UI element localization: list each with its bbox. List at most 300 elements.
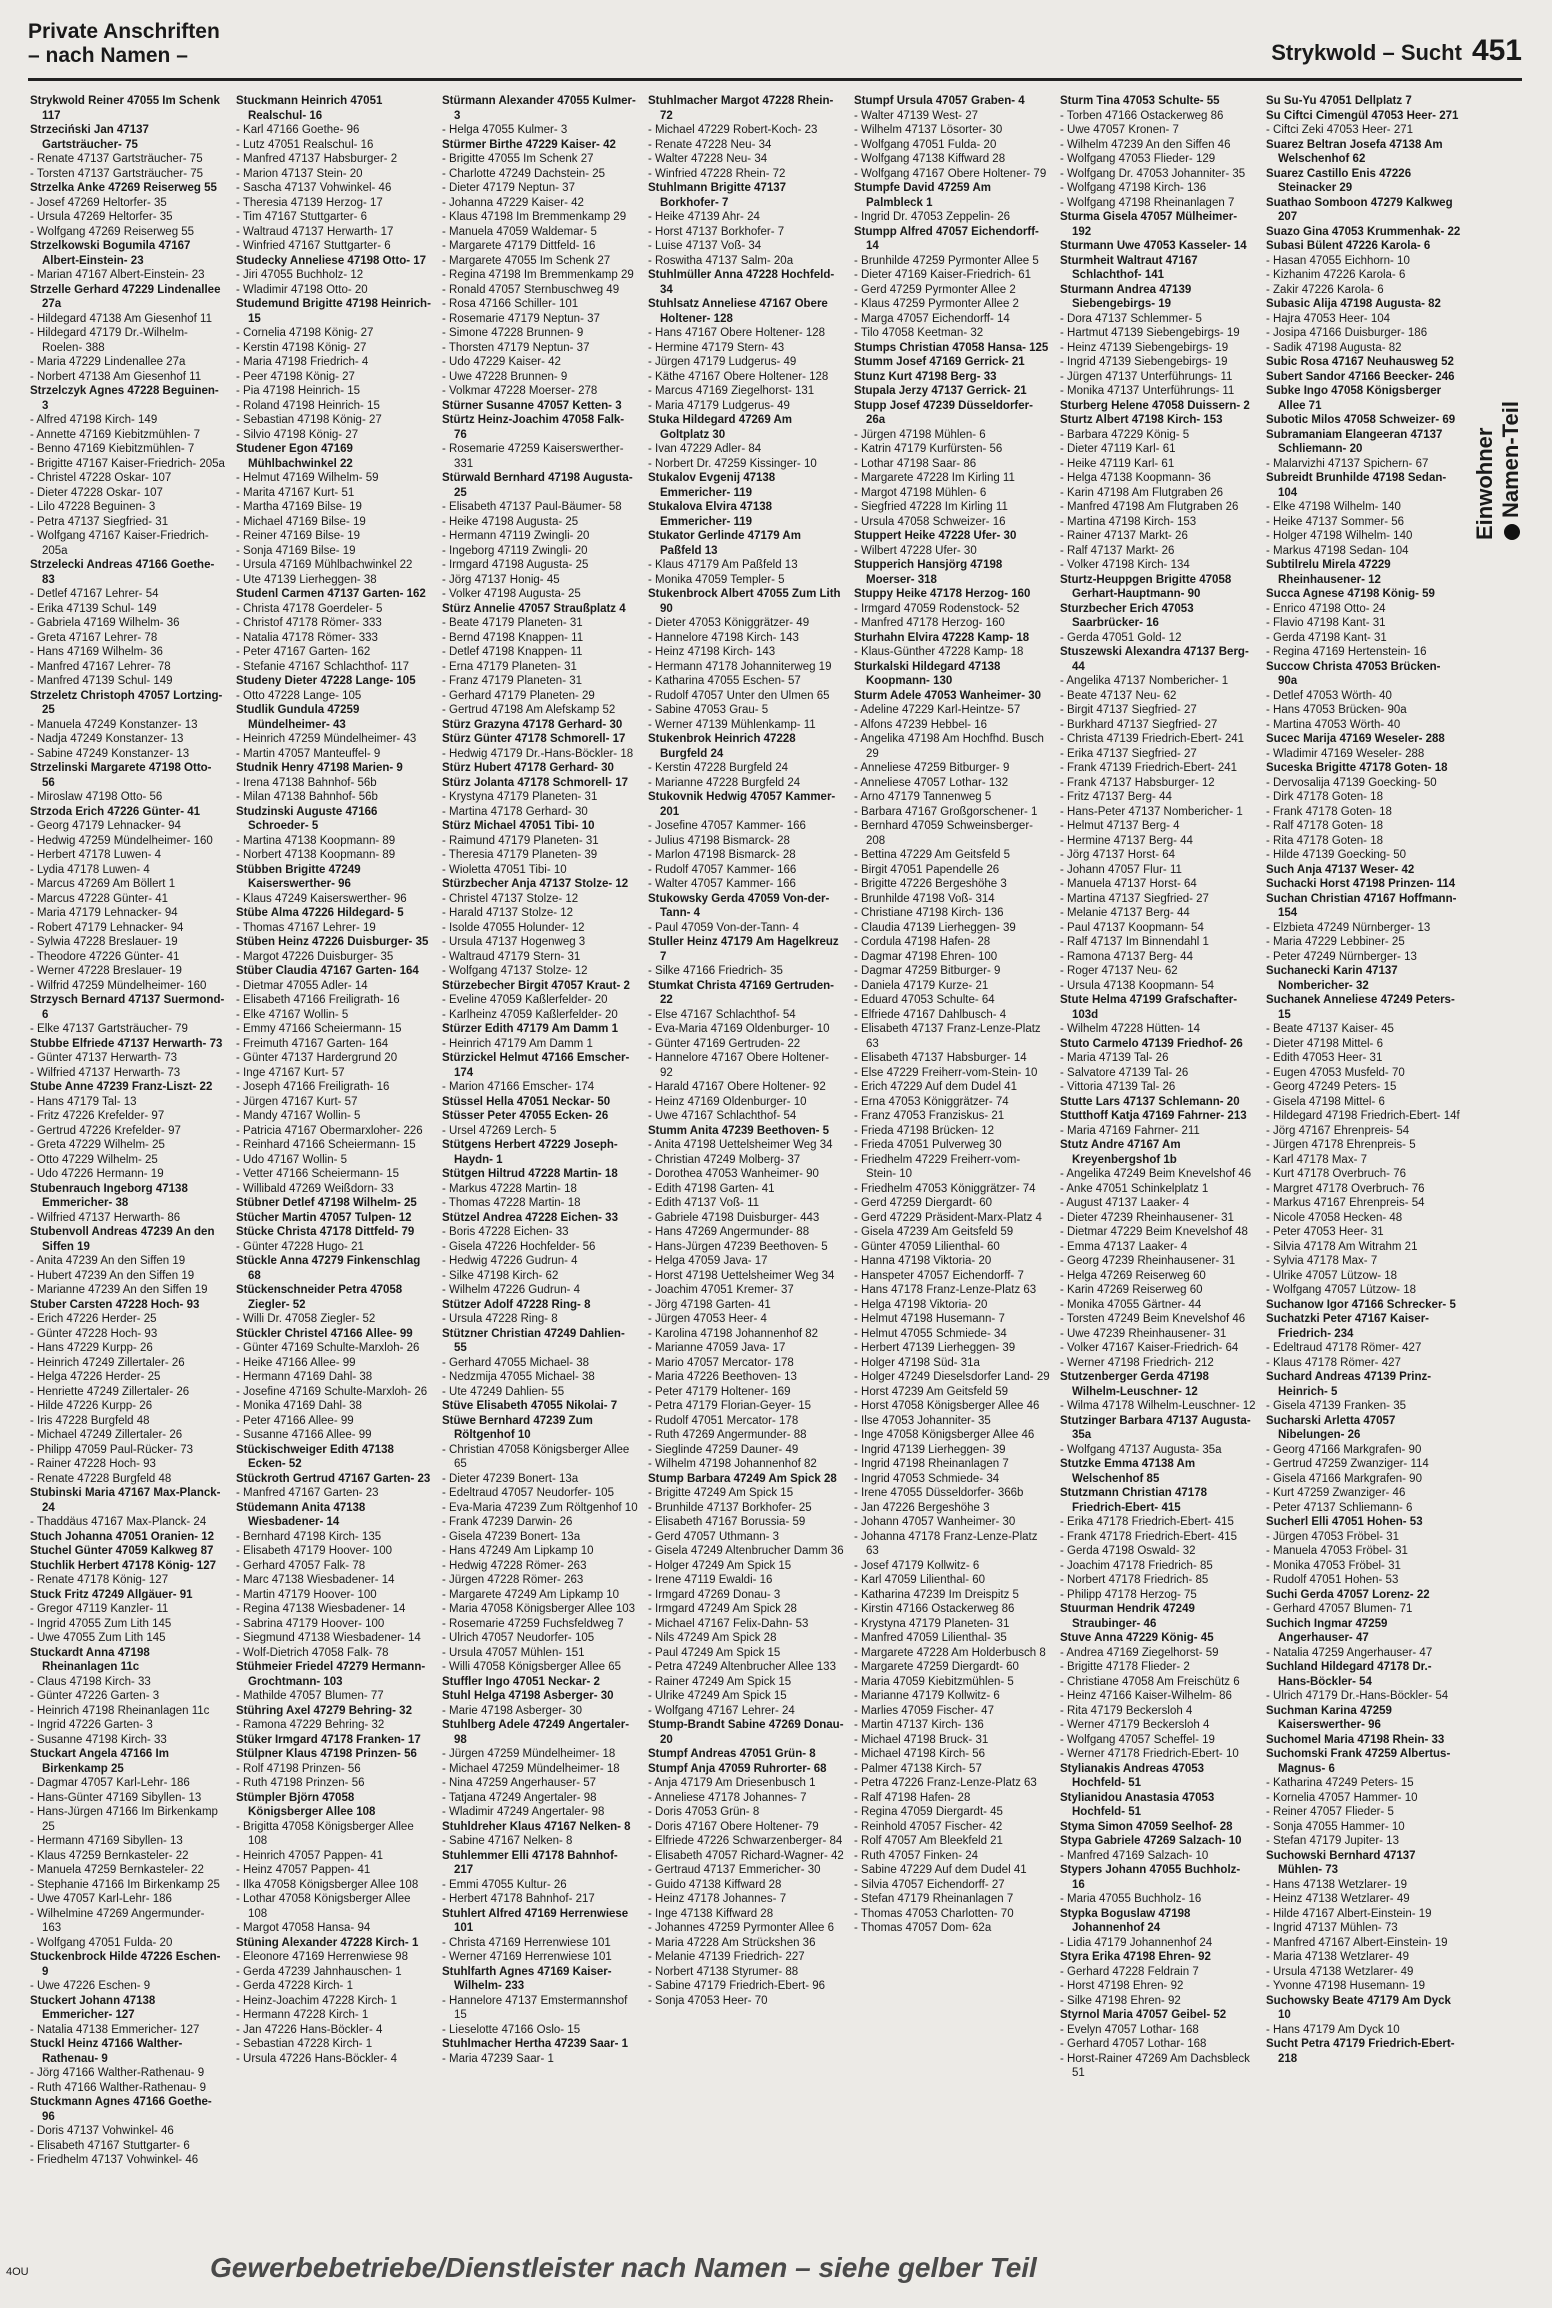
directory-entry: - Uwe 47167 Schlachthof- 54 (648, 1110, 797, 1122)
directory-entry: - Doris 47167 Obere Holtener- 79 (648, 1820, 819, 1833)
directory-entry: - Willi Dr. 47058 Ziegler- 52 (236, 1313, 376, 1325)
directory-entry: - Klaus 47259 Pyrmonter Allee 2 (854, 298, 1019, 310)
directory-entry: Stückler Christel 47166 Allee- 99 (236, 1327, 413, 1340)
directory-entry: - Hilde 47226 Kurpp- 26 (30, 1400, 153, 1412)
directory-entry: - Brunhilde 47259 Pyrmonter Allee 5 (854, 254, 1039, 267)
directory-entry: Stuhlmann Brigitte 47137 Borkhofer- 7 (648, 182, 787, 209)
directory-entry: - Claus 47198 Kirch- 33 (30, 1675, 151, 1688)
directory-entry: Stüben Heinz 47226 Duisburger- 35 (236, 936, 429, 948)
directory-entry: Stürwald Bernhard 47198 Augusta- 25 (442, 472, 633, 499)
directory-entry: - Monika 47055 Gärtner- 44 (1060, 1298, 1202, 1311)
directory-entry: - Manuela 47137 Horst- 64 (1060, 878, 1197, 890)
directory-entry: Sturtz Albert 47198 Kirch- 153 (1060, 414, 1223, 426)
directory-columns (30, 94, 1470, 2234)
directory-entry: - Tatjana 47249 Angertaler- 98 (442, 1791, 597, 1804)
directory-entry: - Inge 47167 Kurt- 57 (236, 1066, 345, 1079)
directory-entry: Stuck Fritz 47249 Allgäuer- 91 (30, 1588, 193, 1601)
directory-entry: - Erna 47053 Königgrätzer- 74 (854, 1095, 1009, 1108)
directory-entry: - Claudia 47139 Lierheggen- 39 (854, 921, 1016, 934)
directory-entry: - Winfried 47228 Rhein- 72 (648, 167, 786, 180)
directory-entry: - Thomas 47053 Charlotten- 70 (854, 1907, 1014, 1920)
directory-entry: Stüdemann Anita 47138 Wiesbadener- 14 (236, 1501, 366, 1528)
directory-entry: - Renate 47228 Burgfeld 48 (30, 1472, 172, 1485)
directory-entry: - Margot 47226 Duisburger- 35 (236, 950, 394, 963)
directory-entry: - Erna 47179 Planeten- 31 (442, 660, 577, 673)
directory-entry: - Markus 47228 Martin- 18 (442, 1182, 577, 1195)
directory-entry: - Jürgen 47178 Ehrenpreis- 5 (1266, 1139, 1416, 1151)
directory-entry: Stuffler Ingo 47051 Neckar- 2 (442, 1675, 600, 1688)
directory-entry: - Else 47229 Freiherr-vom-Stein- 10 (854, 1066, 1038, 1079)
directory-entry: - Detlef 47167 Lehrer- 54 (30, 588, 159, 600)
directory-entry: Stumps Christian 47058 Hansa- 125 (854, 341, 1049, 354)
directory-entry: Suchanecki Karin 47137 Nombericher- 32 (1266, 965, 1398, 992)
directory-entry: - Jürgen 47259 Mündelheimer- 18 (442, 1748, 616, 1760)
directory-entry: - Katrin 47179 Kurfürsten- 56 (854, 443, 1003, 455)
directory-entry: Su Ciftci Cimengül 47053 Heer- 271 (1266, 109, 1459, 122)
directory-entry: Su Su-Yu 47051 Dellplatz 7 (1266, 95, 1412, 107)
directory-entry: - Peer 47198 König- 27 (236, 370, 355, 383)
directory-entry: - Wolfgang 47167 Kaiser-Friedrich- 205a (30, 530, 209, 557)
directory-entry: - Waltraud 47179 Stern- 31 (442, 950, 581, 963)
directory-entry: - Wilhelm 47239 An den Siffen 46 (1060, 138, 1231, 151)
directory-entry: - Gisela 47249 Altenbrucher Damm 36 (648, 1545, 844, 1557)
directory-entry: - Otto 47229 Wilhelm- 25 (30, 1153, 158, 1166)
directory-entry: - Birgit 47137 Siegfried- 27 (1060, 704, 1197, 716)
directory-column (854, 94, 1050, 2234)
directory-entry: - Norbert 47138 Koopmann- 89 (236, 849, 396, 861)
directory-entry: - Petra 47137 Siegfried- 31 (30, 515, 169, 528)
directory-entry: - Manfred 47139 Schul- 149 (30, 675, 173, 687)
directory-entry: - Frieda 47198 Brücken- 12 (854, 1124, 994, 1137)
directory-entry: - Frank 47178 Friedrich-Ebert- 415 (1060, 1530, 1238, 1543)
directory-entry: - Edith 47198 Garten- 41 (648, 1182, 775, 1195)
directory-entry: - Maria 47059 Kiebitzmühlen- 5 (854, 1675, 1014, 1688)
directory-entry: - Maria 47228 Am Strückshen 36 (648, 1936, 816, 1949)
directory-entry: - Else 47167 Schlachthof- 54 (648, 1008, 796, 1021)
directory-entry: - Jan 47226 Hans-Böckler- 4 (236, 2023, 383, 2036)
directory-entry: - Thomas 47057 Dom- 62a (854, 1922, 992, 1934)
directory-entry: - Christel 47137 Stolze- 12 (442, 892, 579, 905)
directory-entry: - Christian 47249 Molberg- 37 (648, 1153, 801, 1166)
directory-entry: - Wolfgang 47057 Lützow- 18 (1266, 1284, 1417, 1296)
directory-entry: Suchomel Maria 47198 Rhein- 33 (1266, 1733, 1445, 1746)
directory-entry: - Helga 47059 Java- 17 (648, 1255, 768, 1267)
directory-entry: Suchanow Igor 47166 Schrecker- 5 (1266, 1298, 1456, 1311)
directory-entry: - Willi 47058 Königsberger Allee 65 (442, 1661, 621, 1673)
page-header (28, 18, 1522, 88)
directory-entry: - Dieter 47053 Königgrätzer- 49 (648, 617, 810, 629)
directory-entry: - Marc 47138 Wiesbadener- 14 (236, 1574, 395, 1586)
directory-entry: - Bernd 47198 Knappen- 11 (442, 631, 584, 644)
directory-entry: - Hermann 47178 Johanniterweg 19 (648, 660, 832, 673)
directory-entry: - Herbert 47139 Lierheggen- 39 (854, 1342, 1016, 1354)
directory-entry: Stuhlfarth Agnes 47169 Kaiser-Wilhelm- 233 (442, 1965, 612, 1992)
directory-entry: - Ulrike 47249 Am Spick 15 (648, 1690, 787, 1702)
directory-entry: - Lothar 47198 Saar- 86 (854, 457, 977, 470)
directory-entry: - Ruth 47166 Walther-Rathenau- 9 (30, 2081, 207, 2094)
directory-entry: Stypers Johann 47055 Buchholz- 16 (1060, 1864, 1241, 1891)
directory-entry: - Elisabeth 47166 Freiligrath- 16 (236, 994, 400, 1006)
directory-entry: - Reinhold 47057 Fischer- 42 (854, 1820, 1003, 1833)
directory-entry: Stüker Irmgard 47178 Franken- 17 (236, 1733, 421, 1746)
directory-entry: - Tilo 47058 Keetman- 32 (854, 327, 984, 339)
directory-entry: - Marie 47198 Asberger- 30 (442, 1704, 582, 1717)
directory-entry: - Elisabeth 47179 Hoover- 100 (236, 1545, 392, 1557)
directory-entry: - Volker 47198 Augusta- 25 (442, 588, 581, 600)
directory-entry: Stückle Anna 47279 Finkenschlag 68 (236, 1255, 421, 1282)
directory-entry: - Frank 47239 Darwin- 26 (442, 1516, 573, 1528)
directory-entry: - Isolde 47055 Holunder- 12 (442, 921, 585, 934)
directory-entry: - Hannelore 47167 Obere Holtener- 92 (648, 1052, 829, 1079)
directory-entry: - Hasan 47055 Eichhorn- 10 (1266, 254, 1410, 267)
directory-entry: - Guido 47138 Kiffward 28 (648, 1878, 782, 1891)
directory-entry: - Margret 47178 Overbruch- 76 (1266, 1182, 1425, 1195)
directory-entry: - Manuela 47053 Fröbel- 31 (1266, 1545, 1408, 1557)
directory-entry: Studener Egon 47169 Mühlbachwinkel 22 (236, 443, 353, 470)
directory-entry: - Holger 47249 Dieselsdorfer Land- 29 (854, 1371, 1050, 1383)
directory-entry: - Hanna 47198 Viktoria- 20 (854, 1255, 992, 1267)
directory-entry: - Wladimir 47169 Weseler- 288 (1266, 747, 1425, 760)
directory-entry: - Jörg 47137 Horst- 64 (1060, 849, 1176, 861)
directory-entry: - Josipa 47166 Duisburger- 186 (1266, 327, 1428, 339)
directory-entry: - Otto 47228 Lange- 105 (236, 689, 362, 702)
directory-entry: - Hartmut 47139 Siebengebirgs- 19 (1060, 327, 1240, 339)
directory-entry: - Regina 47138 Wiesbadener- 14 (236, 1603, 406, 1615)
directory-entry: - Beate 47137 Neu- 62 (1060, 689, 1177, 702)
directory-entry: - Marlon 47198 Bismarck- 28 (648, 849, 796, 861)
directory-entry: - Volker 47167 Kaiser-Friedrich- 64 (1060, 1342, 1239, 1354)
directory-entry: Sturmann Andrea 47139 Siebengebirgs- 19 (1060, 283, 1192, 310)
directory-entry: Stumpf Anja 47059 Ruhrorter- 68 (648, 1762, 827, 1775)
directory-entry: - Jürgen 47179 Ludgerus- 49 (648, 356, 797, 368)
directory-entry: - Maria 47179 Ludgerus- 49 (648, 399, 790, 412)
directory-entry: - Anneliese 47178 Johannes- 7 (648, 1791, 807, 1804)
directory-entry: - Rosemarie 47179 Neptun- 37 (442, 312, 600, 325)
directory-entry: - Norbert 47138 Am Giesenhof 11 (30, 370, 202, 383)
directory-entry: - Gerd 47057 Uthmann- 3 (648, 1530, 780, 1543)
directory-entry: - Werner 47139 Mühlenkamp- 11 (648, 718, 816, 731)
directory-entry: - Ingrid 47137 Mühlen- 73 (1266, 1922, 1398, 1934)
directory-entry: - Christel 47228 Oskar- 107 (30, 472, 172, 484)
directory-entry: - Uwe 47057 Karl-Lehr- 186 (30, 1893, 172, 1905)
directory-entry: - Helmut 47055 Schmiede- 34 (854, 1327, 1007, 1340)
directory-entry: - Gerd 47229 Präsident-Marx-Platz 4 (854, 1211, 1042, 1224)
directory-entry: - Gerda 47051 Gold- 12 (1060, 631, 1182, 644)
directory-entry: - Markus 47167 Ehrenpreis- 54 (1266, 1197, 1425, 1209)
directory-entry: - Silvia 47057 Eichendorff- 27 (854, 1878, 1005, 1891)
directory-entry: Stypka Boguslaw 47198 Johannenhof 24 (1060, 1907, 1191, 1934)
directory-entry: - Michael 47198 Kirch- 56 (854, 1748, 986, 1760)
section-tab (1472, 300, 1534, 540)
directory-entry: - Wladimir 47198 Otto- 20 (236, 283, 368, 296)
directory-entry: Suchatzki Peter 47167 Kaiser-Friedrich- 234 (1266, 1313, 1430, 1340)
directory-entry: - Milan 47138 Bahnhof- 56b (236, 791, 378, 803)
directory-entry: - Hermine 47179 Stern- 43 (648, 341, 785, 354)
directory-entry: - Rudolf 47057 Unter den Ulmen 65 (648, 689, 830, 702)
margin-page-number: 4OU (6, 2266, 29, 2278)
directory-entry: - Rosa 47166 Schiller- 101 (442, 298, 579, 310)
directory-entry: - Torsten 47137 Gartsträucher- 75 (30, 167, 204, 180)
directory-entry: - Jürgen 47167 Kurt- 57 (236, 1095, 358, 1108)
directory-entry: Suchacki Horst 47198 Prinzen- 114 (1266, 878, 1456, 890)
directory-entry: - Hermann 47228 Kirch- 1 (236, 2009, 369, 2021)
directory-entry: - Heinz 47138 Wetzlarer- 49 (1266, 1893, 1410, 1905)
directory-entry: - Sebastian 47228 Kirch- 1 (236, 2038, 373, 2050)
directory-entry: - Elfriede 47167 Dahlbusch- 4 (854, 1008, 1007, 1021)
directory-entry: Stuchlik Herbert 47178 König- 127 (30, 1559, 216, 1572)
directory-entry: - Heike 47119 Karl- 61 (1060, 457, 1175, 470)
directory-entry: - Dagmar 47057 Karl-Lehr- 186 (30, 1777, 190, 1789)
directory-entry: - Rita 47178 Goten- 18 (1266, 834, 1383, 847)
directory-entry: - Gertrud 47226 Krefelder- 97 (30, 1124, 181, 1137)
directory-entry: - Helga 47138 Koopmann- 36 (1060, 472, 1211, 484)
directory-entry: Styrnol Maria 47057 Geibel- 52 (1060, 2009, 1227, 2021)
directory-entry: - Gerhard 47228 Feldrain 7 (1060, 1965, 1199, 1978)
directory-entry: - Sabine 47249 Konstanzer- 13 (30, 747, 190, 760)
directory-entry: - Gertrud 47198 Am Alefskamp 52 (442, 704, 616, 716)
directory-entry: Styra Erika 47198 Ehren- 92 (1060, 1951, 1211, 1963)
section-tab-line2-text: Namen-Teil (1498, 401, 1523, 518)
directory-entry: - Marita 47167 Kurt- 51 (236, 486, 355, 499)
directory-entry: - Stefan 47179 Rheinanlagen 7 (854, 1893, 1014, 1905)
directory-entry: - Brunhilde 47198 Voß- 314 (854, 892, 995, 905)
directory-entry: - Dagmar 47198 Ehren- 100 (854, 950, 998, 963)
directory-entry: - Ursula 47169 Mühlbachwinkel 22 (236, 559, 413, 571)
directory-entry: - Werner 47228 Breslauer- 19 (30, 965, 182, 977)
directory-entry: Stypa Gabriele 47269 Salzach- 10 (1060, 1835, 1242, 1847)
directory-entry: - Udo 47167 Wollin- 5 (236, 1153, 348, 1166)
directory-entry: - Werner 47169 Herrenwiese 101 (442, 1951, 612, 1963)
directory-entry: - Johann 47057 Wanheimer- 30 (854, 1516, 1016, 1528)
directory-entry: - Manfred 47137 Habsburger- 2 (236, 153, 398, 165)
directory-entry: - Thorsten 47179 Neptun- 37 (442, 341, 590, 354)
directory-entry: - Krystyna 47179 Planeten- 31 (442, 791, 598, 803)
directory-entry: - Freimuth 47167 Garten- 164 (236, 1037, 389, 1050)
directory-entry: - Hans 47053 Brücken- 90a (1266, 704, 1407, 716)
directory-entry: - Sabine 47229 Auf dem Dudel 41 (854, 1864, 1027, 1876)
directory-entry: - Wolfgang 47051 Fulda- 20 (854, 138, 997, 151)
directory-entry: - Kurt 47259 Zwanziger- 46 (1266, 1487, 1406, 1499)
directory-entry: - Klaus 47179 Am Paßfeld 13 (648, 559, 798, 571)
directory-entry: - Edith 47053 Heer- 31 (1266, 1052, 1383, 1064)
directory-entry: - Mandy 47167 Wollin- 5 (236, 1110, 361, 1122)
directory-entry: - Wolfgang 47137 Stolze- 12 (442, 965, 588, 977)
directory-entry: - Sonja 47055 Hammer- 10 (1266, 1820, 1405, 1833)
directory-entry: - Greta 47229 Wilhelm- 25 (30, 1139, 165, 1151)
directory-entry: Strzeciński Jan 47137 Gartsträucher- 75 (30, 124, 149, 151)
directory-entry: Sturm Adele 47053 Wanheimer- 30 (854, 689, 1042, 702)
directory-entry: - Hubert 47239 An den Siffen 19 (30, 1269, 195, 1282)
directory-entry: - Michael 47249 Zillertaler- 26 (30, 1429, 183, 1441)
directory-entry: - Hans-Peter 47137 Nombericher- 1 (1060, 805, 1243, 818)
directory-entry: - Uwe 47226 Eschen- 9 (30, 1980, 151, 1992)
directory-entry: Stuhlsatz Anneliese 47167 Obere Holtener- 128 (648, 298, 828, 325)
directory-entry: - Jürgen 47228 Römer- 263 (442, 1574, 584, 1586)
directory-entry: - Peter 47053 Heer- 31 (1266, 1226, 1384, 1238)
directory-entry: Sturkalski Hildegard 47138 Koopmann- 130 (854, 660, 1001, 687)
directory-entry: - Dagmar 47259 Bitburger- 9 (854, 965, 1001, 977)
directory-entry: Sturmheit Waltraut 47167 Schlachthof- 141 (1060, 254, 1198, 281)
directory-entry: - Hans 47269 Angermunder- 88 (648, 1226, 810, 1238)
directory-entry: Stumm Josef 47169 Gerrick- 21 (854, 356, 1025, 368)
directory-entry: - Gertraud 47137 Emmericher- 30 (648, 1864, 821, 1876)
directory-entry: - Stephanie 47166 Im Birkenkamp 25 (30, 1878, 220, 1891)
directory-entry: - Katharina 47239 Im Dreispitz 5 (854, 1588, 1019, 1601)
directory-entry: Such Anja 47137 Weser- 42 (1266, 863, 1415, 876)
directory-entry: - Jan 47226 Bergeshöhe 3 (854, 1501, 990, 1514)
directory-entry: - Werner 47198 Friedrich- 212 (1060, 1356, 1214, 1369)
directory-entry: - Margarete 47259 Diergardt- 60 (854, 1661, 1019, 1673)
section-title (28, 20, 220, 68)
directory-entry: - Walter 47139 West- 27 (854, 109, 978, 122)
directory-entry: Stützer Adolf 47228 Ring- 8 (442, 1298, 591, 1311)
directory-entry: - Anja 47179 Am Driesenbusch 1 (648, 1777, 816, 1789)
directory-entry: - Wolfgang 47137 Augusta- 35a (1060, 1443, 1222, 1456)
directory-entry: - Ursula 47269 Heltorfer- 35 (30, 211, 173, 223)
directory-entry: - Inge 47058 Königsberger Allee 46 (854, 1429, 1035, 1441)
directory-entry: - Maria 47058 Königsberger Allee 103 (442, 1603, 636, 1615)
directory-entry: - Annette 47169 Kiebitzmühlen- 7 (30, 428, 201, 441)
directory-entry: Stukovnik Hedwig 47057 Kammer- 201 (648, 791, 836, 818)
directory-entry: - Elzbieta 47249 Nürnberger- 13 (1266, 921, 1431, 934)
directory-entry: Subreidt Brunhilde 47198 Sedan- 104 (1266, 472, 1447, 499)
directory-entry: - Helga 47226 Herder- 25 (30, 1371, 161, 1383)
directory-entry: - Martina 47137 Siegfried- 27 (1060, 892, 1209, 905)
directory-entry: - Dieter 47119 Karl- 61 (1060, 443, 1176, 455)
directory-entry: - Regina 47198 Im Bremmenkamp 29 (442, 269, 634, 281)
directory-entry: - Wilhelm 47228 Hütten- 14 (1060, 1023, 1200, 1035)
directory-entry: - Karolina 47198 Johannenhof 82 (648, 1327, 819, 1340)
directory-entry: - Karl 47059 Lilienthal- 60 (854, 1574, 986, 1586)
directory-entry: - Emma 47137 Laaker- 4 (1060, 1240, 1188, 1253)
directory-entry: - Petra 47249 Altenbrucher Allee 133 (648, 1661, 836, 1673)
name-range: Strykwold – Sucht (1271, 40, 1462, 65)
directory-entry: - Roger 47137 Neu- 62 (1060, 965, 1178, 977)
directory-entry: Suarez Castillo Enis 47226 Steinacker 29 (1266, 167, 1412, 194)
directory-entry: - Manfred 47178 Herzog- 160 (854, 617, 1005, 629)
directory-entry: - Theresia 47179 Planeten- 39 (442, 849, 598, 861)
directory-entry: - Angelika 47249 Beim Knevelshof 46 (1060, 1168, 1252, 1180)
directory-entry: - Klaus 47249 Kaiserswerther- 96 (236, 892, 407, 905)
directory-entry: - Günter 47226 Garten- 3 (30, 1690, 160, 1702)
directory-entry: - Jürgen 47053 Fröbel- 31 (1266, 1530, 1399, 1543)
directory-entry: Stuhlemmer Elli 47178 Bahnhof- 217 (442, 1849, 618, 1876)
directory-entry: Stutzinger Barbara 47137 Augusta- 35a (1060, 1414, 1251, 1441)
directory-entry: - Maria 47226 Beethoven- 13 (648, 1371, 797, 1383)
directory-entry: - Willibald 47269 Weißdorn- 33 (236, 1182, 394, 1195)
directory-entry: - Kerstin 47228 Burgfeld 24 (648, 762, 789, 774)
directory-entry: Stuhldreher Klaus 47167 Nelken- 8 (442, 1820, 631, 1833)
directory-entry: - Dieter 47239 Rheinhausener- 31 (1060, 1211, 1234, 1224)
directory-entry: - Christof 47178 Römer- 333 (236, 617, 382, 629)
directory-entry: - Flavio 47198 Kant- 31 (1266, 617, 1386, 629)
directory-entry: Sucht Petra 47179 Friedrich-Ebert- 218 (1266, 2038, 1455, 2065)
directory-entry: - Irene 47055 Düsseldorfer- 366b (854, 1487, 1024, 1499)
directory-entry: Stürtz Heinz-Joachim 47058 Falk- 76 (442, 414, 625, 441)
directory-entry: Stützner Christian 47249 Dahlien- 55 (442, 1327, 625, 1354)
directory-entry: - Johanna 47178 Franz-Lenze-Platz 63 (854, 1530, 1038, 1557)
directory-entry: - Julius 47198 Bismarck- 28 (648, 834, 790, 847)
directory-entry: - Udo 47229 Kaiser- 42 (442, 356, 561, 368)
directory-entry: - Manuela 47249 Konstanzer- 13 (30, 718, 198, 731)
directory-entry: - Ulrike 47057 Lützow- 18 (1266, 1269, 1398, 1282)
directory-entry: Stühring Axel 47279 Behring- 32 (236, 1704, 412, 1717)
directory-entry: Strzysch Bernard 47137 Suermond- 6 (30, 994, 225, 1021)
directory-entry: Stunz Kurt 47198 Berg- 33 (854, 370, 997, 383)
directory-entry: Strzelinski Margarete 47198 Otto- 56 (30, 762, 212, 789)
directory-entry: Stuppy Heike 47178 Herzog- 160 (854, 588, 1031, 600)
directory-entry: - Elisabeth 47167 Borussia- 59 (648, 1516, 806, 1528)
directory-entry: - Brigitte 47055 Im Schenk 27 (442, 153, 594, 165)
directory-entry: Suchowsky Beate 47179 Am Dyck 10 (1266, 1994, 1451, 2021)
directory-entry: - Michael 47259 Mündelheimer- 18 (442, 1762, 620, 1775)
directory-entry: - Evelyn 47057 Lothar- 168 (1060, 2023, 1199, 2036)
directory-entry: - Jürgen 47198 Mühlen- 6 (854, 428, 986, 441)
directory-entry: - Josefine 47057 Kammer- 166 (648, 820, 806, 832)
directory-entry: - Horst 47198 Uettelsheimer Weg 34 (648, 1269, 835, 1282)
directory-entry: - Roland 47198 Heinrich- 15 (236, 399, 380, 412)
directory-entry: - Hildegard 47198 Friedrich-Ebert- 14f (1266, 1110, 1460, 1122)
directory-entry: - Dirk 47178 Goten- 18 (1266, 791, 1383, 803)
directory-entry: - Tim 47167 Stuttgarter- 6 (236, 211, 368, 223)
directory-entry: - Martin 47057 Manteuffel- 9 (236, 747, 381, 760)
directory-entry: - Erika 47178 Friedrich-Ebert- 415 (1060, 1516, 1234, 1528)
header-rule (28, 78, 1522, 81)
directory-entry: Sturzbecher Erich 47053 Saarbrücker- 16 (1060, 602, 1194, 629)
directory-entry: Subramaniam Elangeeran 47137 Schliemann- 20 (1266, 428, 1443, 455)
directory-entry: - Brigitte 47178 Flieder- 2 (1060, 1661, 1190, 1673)
directory-entry: - Ralf 47137 Markt- 26 (1060, 544, 1175, 557)
directory-entry: - Klaus-Günther 47228 Kamp- 18 (854, 646, 1024, 658)
directory-entry: - Josefine 47169 Schulte-Marxloh- 26 (236, 1385, 428, 1398)
directory-entry: - Friedhelm 47229 Freiherr-vom-Stein- 10 (854, 1153, 1021, 1180)
directory-entry: - Monika 47137 Unterführungs- 11 (1060, 385, 1235, 397)
directory-entry: - Gerhard 47057 Lothar- 168 (1060, 2038, 1207, 2050)
directory-entry: - Maria 47055 Buchholz- 16 (1060, 1893, 1202, 1905)
directory-entry: - Rudolf 47051 Mercator- 178 (648, 1414, 799, 1427)
directory-entry: - Heike 47139 Ahr- 24 (648, 211, 760, 223)
directory-entry: - Ursula 47057 Mühlen- 151 (442, 1646, 585, 1659)
directory-entry: - Frieda 47051 Pulverweg 30 (854, 1139, 1002, 1151)
directory-entry: - Palmer 47138 Kirch- 57 (854, 1762, 982, 1775)
directory-entry: - Bettina 47229 Am Geitsfeld 5 (854, 849, 1010, 861)
directory-entry: Stylianakis Andreas 47053 Hochfeld- 51 (1060, 1762, 1205, 1789)
directory-entry: - Erich 47229 Auf dem Dudel 41 (854, 1081, 1018, 1093)
bullet-icon (1504, 524, 1520, 540)
directory-entry: - Barbara 47167 Großgorschener- 1 (854, 805, 1038, 818)
directory-entry: - Gregor 47119 Kanzler- 11 (30, 1603, 169, 1615)
directory-entry: - Hannelore 47198 Kirch- 143 (648, 631, 799, 644)
directory-entry: - Heinz 47166 Kaiser-Wilhelm- 86 (1060, 1690, 1232, 1702)
directory-entry: Strzelka Anke 47269 Reiserweg 55 (30, 182, 217, 194)
directory-entry: - Thaddäus 47167 Max-Planck- 24 (30, 1516, 207, 1528)
directory-entry: - Stefan 47179 Jupiter- 13 (1266, 1835, 1399, 1847)
directory-entry: Stuhl Helga 47198 Asberger- 30 (442, 1690, 614, 1702)
directory-entry: - Katharina 47055 Eschen- 57 (648, 675, 801, 687)
directory-entry: - Daniela 47179 Kurze- 21 (854, 979, 989, 992)
page-number: 451 (1471, 34, 1522, 67)
directory-entry: - Silvio 47198 König- 27 (236, 428, 359, 441)
directory-entry: Studeny Dieter 47228 Lange- 105 (236, 675, 416, 687)
directory-entry: - Susanne 47166 Allee- 99 (236, 1429, 372, 1441)
directory-entry: Sturmann Uwe 47053 Kasseler- 14 (1060, 240, 1247, 252)
directory-entry: Stühmeier Friedel 47279 Hermann-Grochtmann- 103 (236, 1661, 426, 1688)
directory-entry: - Raimund 47179 Planeten- 31 (442, 834, 599, 847)
directory-entry: - Wolfgang 47269 Reiserweg 55 (30, 225, 195, 238)
directory-entry: - Dorothea 47053 Wanheimer- 90 (648, 1168, 819, 1180)
directory-entry: - Cordula 47198 Hafen- 28 (854, 936, 991, 948)
directory-entry: - Hans 47169 Wilhelm- 36 (30, 646, 163, 658)
